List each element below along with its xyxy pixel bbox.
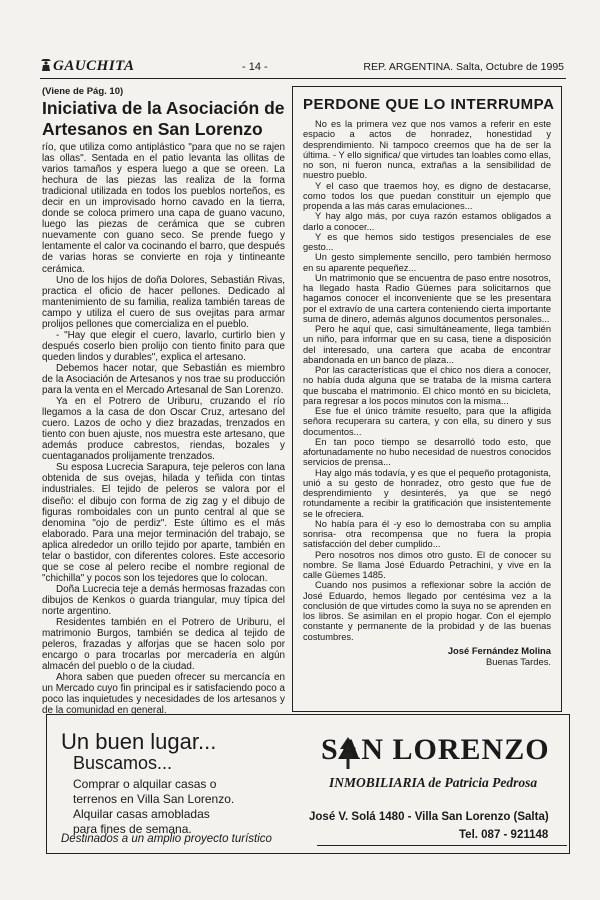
column-paragraph: Pero nosotros nos dimos otro gusto. El de conocer su nombre. Se llama José Eduardo Petrachini, y vive en la calle Güemes 1485. [303,549,551,580]
article-paragraph: Su esposa Lucrecia Sarapura, teje peleros con lana obtenida de sus ovejas, hilada y teñida con tintas industriales. El tejido de peleros se valora por el diseño: el dibujo con forma de zig zag y el dibujo de figuras romboidales con un punto central al que se denomina "ojo de perdiz". Este último es el más elaborado. Para una mejor terminación del trabajo, se aplica alrededor un orillo tejido por aparte, también en telar o bastidor, con diferentes colores. Este accesorio que se cose al pelero recibe el nombre regional de "chichilla" y pocos son los tejedores que lo colocan. [42,462,285,584]
continued-from: (Viene de Pág. 10) [42,86,124,97]
page-number: - 14 - [242,61,268,73]
article-paragraph: Residentes también en el Potrero de Uriburu, el matrimonio Burgos, también se dedica al tejido de peleros, frazadas y alforjas que se hacen solo por encargo o para trocarlas por mercadería en algún almacén del pueblo o de la ciudad. [42,617,285,673]
column-paragraph: Pero he aquí que, casi simultáneamente, llega también un niño, para informar que en su casa, tiene a disposición del interesado, una cartera que acaba de encontrar abandonada en un banco de plaza... [303,324,551,365]
signature-closing: Buenas Tardes. [486,655,551,667]
ad-title: Un buen lugar... [61,729,217,754]
column-paragraph: Un gesto simplemente sencillo, pero también hermoso en su aparente pequeñez... [303,252,551,273]
article-paragraph: Uno de los hijos de doña Dolores, Sebastián Rivas, practica el oficio de hacer pellones. Dedicado al mantenimiento de su familia, realiza también tareas de campo y utiliza el cuero de sus ovejitas para armar prolijos pellones que comercializa en el pueblo. [42,274,285,330]
ad-offer-list [73,777,234,837]
publication-info: REP. ARGENTINA. Salta, Octubre de 1995 [363,61,564,73]
article-body [42,142,285,716]
column-paragraph: En tan poco tiempo se desarrolló todo esto, que afortunadamente no hubo necesidad de nuestros conocidos servicios de prensa... [303,436,551,468]
ad-subtitle: Buscamos... [73,753,173,773]
column-paragraph: Y hay algo más, por cuya razón estamos obligados a darlo a conocer... [303,211,551,232]
ad-offer-line: Alquilar casas amobladas [73,807,210,821]
signature [303,645,551,667]
column-paragraph: Y es que hemos sido testigos presenciales de ese gesto... [303,231,551,252]
column-paragraph: No es la primera vez que nos vamos a referir en este espacio a actos de honradez, honestidad y desprendimiento. Ni tampoco creemos que ha de ser la última. - Y ello significa/ que virtudes tan loables como ellas, no son, ni fueron nunca, extrañas a la sensibilidad de nuestro pueblo. [303,119,551,181]
gaucho-figure-icon [40,58,52,72]
article-column [42,86,285,716]
column-paragraph: Ese fue el único trámite resuelto, para que la afligida señora recuperara su cartera, y con ella, su dinero y sus documentos... [303,406,551,437]
ad-tagline: Destinados a un amplio proyecto turístico [61,833,272,845]
column-box [292,86,562,712]
column-paragraph: Cuando nos pusimos a reflexionar sobre la acción de José Eduardo, hemos llegado por centésima vez a la conclusión de que virtudes como la suya no se aprenden en los libros. Se asimilan en el propio hogar. Con el ejemplo constante y permanente de la probidad y de las buenas costumbres. [303,580,551,642]
gauchita-logo [40,58,135,75]
column-body [303,119,551,642]
divider [317,845,567,846]
ad-offer-line: Comprar o alquilar casas o [73,777,217,791]
ad-offer-line: para fines de semana. [73,822,192,836]
article-paragraph: - "Hay que elegir el cuero, lavarlo, curtirlo bien y después coserlo bien prolijo con tiento finito para que queden lindos y durables", explica el artesano. [42,329,285,363]
column-paragraph: Por las características que el chico nos diera a conocer, no había duda alguna que se trataba de la misma cartera que buscaba el matrimonio. El chico montó en su bicicleta, para regresar a los pocos minutos con la misma... [303,365,551,406]
ad-phone: Tel. 087 - 921148 [459,829,549,841]
article-paragraph: Ya en el Potrero de Uriburu, cruzando el río llegamos a la casa de don Oscar Cruz, artesano del cuero. Lazos de ocho y diez brazadas, trenzados en tiento con buen ajuste, nos muestra este artesano, que además produce cabrestos, riendas, bozales y cuentaganados prolijamente trenzados. [42,396,285,463]
brand-name: SAN LORENZO [321,733,550,766]
column-paragraph: No había para él -y eso lo demostraba con su amplia sonrisa- otra recompensa que no fuera la propia satisfacción del deber cumplido... [303,518,551,550]
column-paragraph: Un matrimonio que se encuentra de paso entre nosotros, ha llegado hasta Radio Güemes para solicitarnos que hagamos conocer el inconveniente que se les presentara por el extravío de una cartera conteniendo cierta importante suma de dinero, además algunos documentos personales... [303,272,551,324]
ad-offer-line: terrenos en Villa San Lorenzo. [73,792,235,806]
column-paragraph: Y el caso que traemos hoy, es digno de destacarse, como todos los que puedan constituir un ejemplo que propenda a las más caras emulaciones... [303,180,551,211]
article-paragraph: Ahora saben que pueden ofrecer su mercancía en un Mercado cuyo fin principal es ir satisfaciendo poco a poco las inquietudes y necesidades de los artesanos y de la comunidad en general. [42,672,285,717]
page-header [40,56,566,79]
brand-subtitle: INMOBILIARIA de Patricia Pedrosa [329,775,538,790]
real-estate-ad [46,714,570,854]
ad-address: José V. Solá 1480 - Villa San Lorenzo (Salta) [309,811,549,823]
article-headline: Iniciativa de la Asociación de Artesanos en San Lorenzo [42,98,285,139]
article-paragraph: río, que utiliza como antiplástico "para que no se rajen las ollas". Sentada en el patio levanta las ollitas de varios tamaños y espera luego a que se oreen. La hechura de las piezas las realiza de la forma tradicional utilizada en todos los pueblos norteños, es decir en un improvisado horno cavado en la tierra, donde se coloca primero una capa de guano vacuno, luego las piezas de cerámica que se cubren nuevamente con guano seco. Se prende fuego y lentamente el calor va cocinando el barro, que después de varias horas se convierte en roja y tintineante cerámica. [42,142,285,275]
column-title: PERDONE QUE LO INTERRUMPA [303,96,555,113]
article-paragraph: Doña Lucrecia teje a demás hermosas frazadas con dibujos de Kenkos o guarda triangular, muy típica del norte argentino. [42,583,285,617]
article-paragraph: Debemos hacer notar, que Sebastián es miembro de la Asociación de Artesanos y nos trae su producción para la venta en el Mercado Artesanal de San Lorenzo. [42,362,285,397]
logo-text: GAUCHITA [53,58,135,74]
column-paragraph: Hay algo más todavía, y es que el pequeño protagonista, unió a su gesto de honradez, otro gesto que fue de desprendimiento y desinterés, ya que se negó rotundamente a recibir la gratificación que insistentemente se le ofreciera. [303,467,551,519]
signature-name: José Fernández Molina [447,644,551,656]
